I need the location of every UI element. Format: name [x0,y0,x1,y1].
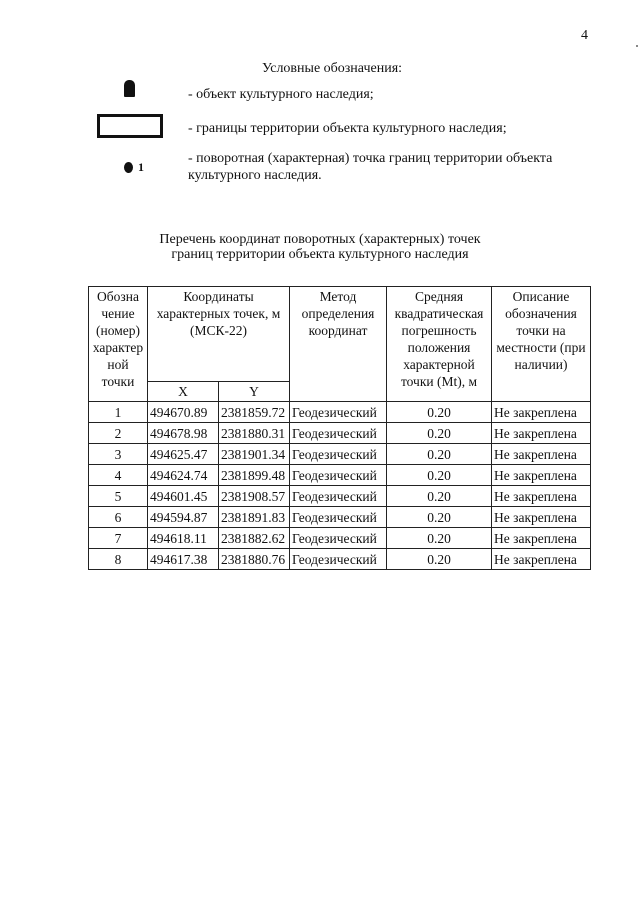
header-y: Y [219,382,290,402]
table-row [89,507,591,528]
table-row [89,549,591,570]
table-title-line-2: границ территории объекта культурного наследия [171,247,469,262]
cell-description: Не закреплена [492,444,591,465]
table-row [89,465,591,486]
cell-number: 6 [89,507,148,528]
cell-x: 494678.98 [148,423,219,444]
cell-y: 2381882.62 [219,528,290,549]
table-title [0,232,640,262]
cell-number: 8 [89,549,148,570]
cell-description: Не закреплена [492,402,591,423]
cell-description: Не закреплена [492,528,591,549]
cell-method: Геодезический [290,402,387,423]
cell-x: 494601.45 [148,486,219,507]
legend-item-text: - границы территории объекта культурного наследия; [188,121,507,136]
legend-item-text: - объект культурного наследия; [188,87,374,102]
cell-number: 2 [89,423,148,444]
cell-description: Не закреплена [492,549,591,570]
cell-method: Геодезический [290,507,387,528]
cell-number: 3 [89,444,148,465]
cell-description: Не закреплена [492,423,591,444]
cell-y: 2381880.76 [219,549,290,570]
cell-number: 1 [89,402,148,423]
cell-y: 2381880.31 [219,423,290,444]
cell-description: Не закреплена [492,507,591,528]
cell-method: Геодезический [290,549,387,570]
cell-number: 7 [89,528,148,549]
cell-method: Геодезический [290,444,387,465]
table-row [89,528,591,549]
header-method: Метод определения координат [290,287,387,402]
cell-y: 2381908.57 [219,486,290,507]
cell-description: Не закреплена [492,486,591,507]
legend-item-text: - поворотная (характерная) точка границ территории объекта культурного наследия. [188,151,553,183]
cell-error: 0.20 [387,444,492,465]
table-row [89,423,591,444]
point-icon-label: 1 [138,160,144,174]
header-point-number: Обозна чение (номер) характер ной точки [89,287,148,402]
cell-x: 494594.87 [148,507,219,528]
header-x: X [148,382,219,402]
header-description: Описание обозначения точки на местности (при наличии) [492,287,591,402]
point-dot-icon [124,162,133,173]
cell-error: 0.20 [387,507,492,528]
cell-x: 494624.74 [148,465,219,486]
cell-error: 0.20 [387,423,492,444]
cell-error: 0.20 [387,549,492,570]
table-title-line-1: Перечень координат поворотных (характерных) точек [159,232,481,247]
cell-error: 0.20 [387,486,492,507]
cell-x: 494670.89 [148,402,219,423]
cell-error: 0.20 [387,402,492,423]
cell-y: 2381901.34 [219,444,290,465]
cell-method: Геодезический [290,423,387,444]
table-header [89,287,591,402]
cell-method: Геодезический [290,486,387,507]
boundary-rectangle-icon [97,114,163,138]
cell-number: 4 [89,465,148,486]
cell-y: 2381899.48 [219,465,290,486]
cell-error: 0.20 [387,528,492,549]
turning-point-icon [124,160,144,175]
header-coordinates: Координаты характерных точек, м (МСК-22) [148,287,290,382]
header-error: Средняя квадратическая погрешность положения характерной точки (Mt), м [387,287,492,402]
page-number: 4 [581,28,588,43]
heritage-object-icon [124,80,135,97]
cell-method: Геодезический [290,528,387,549]
table-row [89,444,591,465]
table-row [89,402,591,423]
table-row [89,486,591,507]
cell-x: 494617.38 [148,549,219,570]
table-body [89,402,591,570]
coordinates-table [88,286,591,570]
cell-y: 2381859.72 [219,402,290,423]
cell-description: Не закреплена [492,465,591,486]
cell-method: Геодезический [290,465,387,486]
cell-x: 494618.11 [148,528,219,549]
cell-error: 0.20 [387,465,492,486]
legend-title: Условные обозначения: [262,61,403,76]
cell-y: 2381891.83 [219,507,290,528]
cell-x: 494625.47 [148,444,219,465]
cell-number: 5 [89,486,148,507]
scan-edge-mark [636,45,638,47]
